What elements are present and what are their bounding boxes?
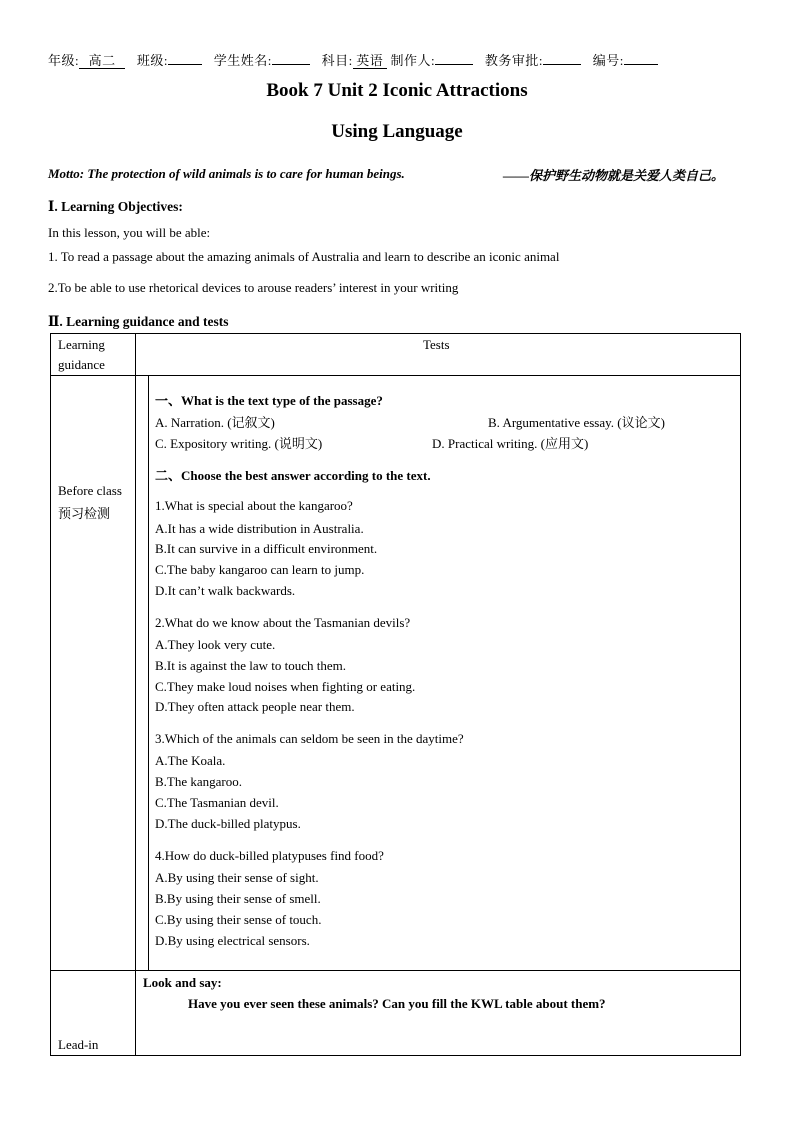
- question: 2.What do we know about the Tasmanian devils?: [155, 615, 411, 630]
- page-subtitle: Using Language: [331, 121, 463, 142]
- leadin-label: Lead-in: [58, 1037, 99, 1052]
- before-class-label-cn: 预习检测: [58, 506, 111, 521]
- table-col-divider: [135, 333, 136, 1056]
- review-label: 教务审批:: [484, 53, 543, 68]
- col-header-tests: Tests: [423, 337, 450, 352]
- before-class-label: Before class: [58, 483, 122, 498]
- part1-heading: 一、What is the text type of the passage?: [155, 393, 383, 408]
- grade-value: 高二: [79, 54, 125, 69]
- part2-heading: 二、Choose the best answer according to the text.: [155, 468, 431, 483]
- number-blank[interactable]: [624, 64, 658, 65]
- question-option: C.The Tasmanian devil.: [155, 795, 279, 810]
- page-title: Book 7 Unit 2 Iconic Attractions: [266, 80, 528, 101]
- question: 1.What is special about the kangaroo?: [155, 498, 353, 513]
- question-option: B.The kangaroo.: [155, 774, 243, 789]
- maker-blank[interactable]: [435, 64, 473, 65]
- question-option: D.It can’t walk backwards.: [155, 583, 296, 598]
- question-option: D.The duck-billed platypus.: [155, 816, 301, 831]
- name-label: 学生姓名:: [213, 53, 272, 68]
- question-option: B.It can survive in a difficult environment.: [155, 541, 378, 556]
- objectives-intro: In this lesson, you will be able:: [48, 225, 211, 240]
- motto-cn: ——保护野生动物就是关爱人类自己。: [503, 168, 725, 183]
- question-option: A.By using their sense of sight.: [155, 870, 319, 885]
- question-option: A.They look very cute.: [155, 637, 276, 652]
- class-label: 班级:: [136, 53, 168, 68]
- class-blank[interactable]: [168, 64, 202, 65]
- number-label: 编号:: [592, 53, 624, 68]
- objective-item: 1. To read a passage about the amazing animals of Australia and learn to describe an iconic animal: [48, 249, 560, 264]
- question: 3.Which of the animals can seldom be seen in the daytime?: [155, 731, 464, 746]
- col-header-guidance: Learning: [58, 337, 105, 352]
- review-blank[interactable]: [543, 64, 581, 65]
- subject-label: 科目:: [321, 53, 353, 68]
- part1-option: C. Expository writing. (说明文): [155, 436, 323, 451]
- table-divider: [50, 970, 741, 971]
- objectives-heading: Ⅰ. Learning Objectives:: [48, 199, 183, 214]
- part1-option: A. Narration. (记叙文): [155, 415, 275, 430]
- objective-item: 2.To be able to use rhetorical devices to arouse readers’ interest in your writing: [48, 280, 459, 295]
- guidance-heading: Ⅱ. Learning guidance and tests: [48, 314, 229, 329]
- table-inner-divider: [148, 375, 149, 970]
- question-option: B.It is against the law to touch them.: [155, 658, 346, 673]
- question-option: A.The Koala.: [155, 753, 226, 768]
- question-option: C.By using their sense of touch.: [155, 912, 322, 927]
- col-header-guidance: guidance: [58, 357, 105, 372]
- question-option: D.By using electrical sensors.: [155, 933, 310, 948]
- subject-value: 英语: [353, 54, 387, 69]
- maker-label: 制作人:: [390, 53, 436, 68]
- motto: Motto: The protection of wild animals is to care for human beings.: [48, 166, 405, 181]
- question: 4.How do duck-billed platypuses find food?: [155, 848, 384, 863]
- question-option: C.The baby kangaroo can learn to jump.: [155, 562, 365, 577]
- part1-option: D. Practical writing. (应用文): [432, 436, 589, 451]
- name-blank[interactable]: [272, 64, 310, 65]
- grade-label: 年级:: [48, 53, 80, 68]
- header-line: [48, 50, 658, 69]
- table-divider: [50, 375, 741, 376]
- leadin-question: Have you ever seen these animals? Can you fill the KWL table about them?: [188, 996, 606, 1011]
- question-option: A.It has a wide distribution in Australia.: [155, 521, 364, 536]
- question-option: D.They often attack people near them.: [155, 699, 355, 714]
- question-option: B.By using their sense of smell.: [155, 891, 321, 906]
- question-option: C.They make loud noises when fighting or eating.: [155, 679, 416, 694]
- look-say-label: Look and say:: [143, 975, 222, 990]
- part1-option: B. Argumentative essay. (议论文): [488, 415, 665, 430]
